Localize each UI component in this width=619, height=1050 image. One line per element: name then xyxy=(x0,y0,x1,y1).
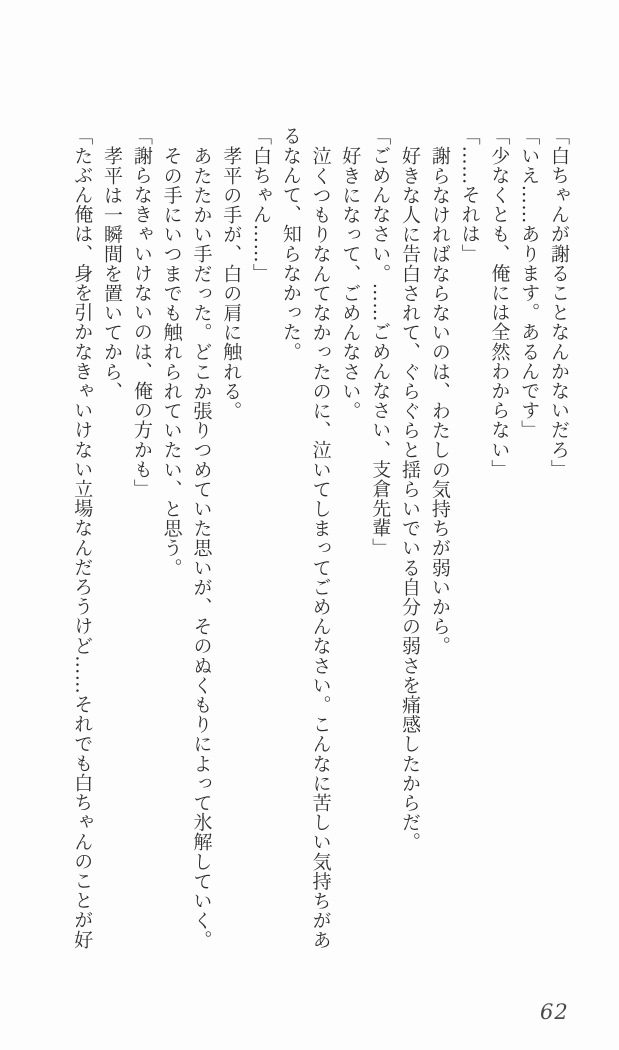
text-line: 「たぶん俺は、身を引かなきゃいけない立場なんだろうけど……それでも白ちゃんのことが好 xyxy=(71,126,94,950)
text-line: 「少なくとも、俺には全然わからない」 xyxy=(488,126,511,479)
text-line: 「謝らなきゃいけないのは、俺の方かも」 xyxy=(130,126,153,499)
text-line: あたたかい手だった。どこか張りつめていた思いが、そのぬくもりによって氷解していく。 xyxy=(190,145,213,950)
text-line: その手にいつまでも触れられていたい、と思う。 xyxy=(160,145,183,577)
text-line: 「白ちゃん……」 xyxy=(250,126,273,283)
text-line: 「白ちゃんが謝ることなんかないだろ」 xyxy=(548,126,570,479)
text-line: 「……それは」 xyxy=(458,126,481,264)
text-line: 「いえ……あります。あるんです」 xyxy=(518,126,541,440)
text-line: 好きな人に告白されて、ぐらぐらと揺らいでいる自分の弱さを痛感したからだ。 xyxy=(399,145,422,852)
text-line: 泣くつもりなんてなかったのに、泣いてしまってごめんなさい。こんなに苦しい気持ちがあ xyxy=(309,145,332,950)
text-line: 孝平は一瞬間を置いてから、 xyxy=(101,145,124,401)
text-line: 「ごめんなさい。……ごめんなさい、支倉先輩」 xyxy=(369,126,392,558)
text-line: 謝らなければならないのは、わたしの気持ちが弱いから。 xyxy=(428,145,451,656)
text-line: 好きになって、ごめんなさい。 xyxy=(339,145,362,420)
text-line: 孝平の手が、白の肩に触れる。 xyxy=(220,145,243,420)
text-block xyxy=(66,126,573,950)
page-number: 62 xyxy=(540,1000,569,1024)
text-line: るなんて、知らなかった。 xyxy=(279,126,302,362)
